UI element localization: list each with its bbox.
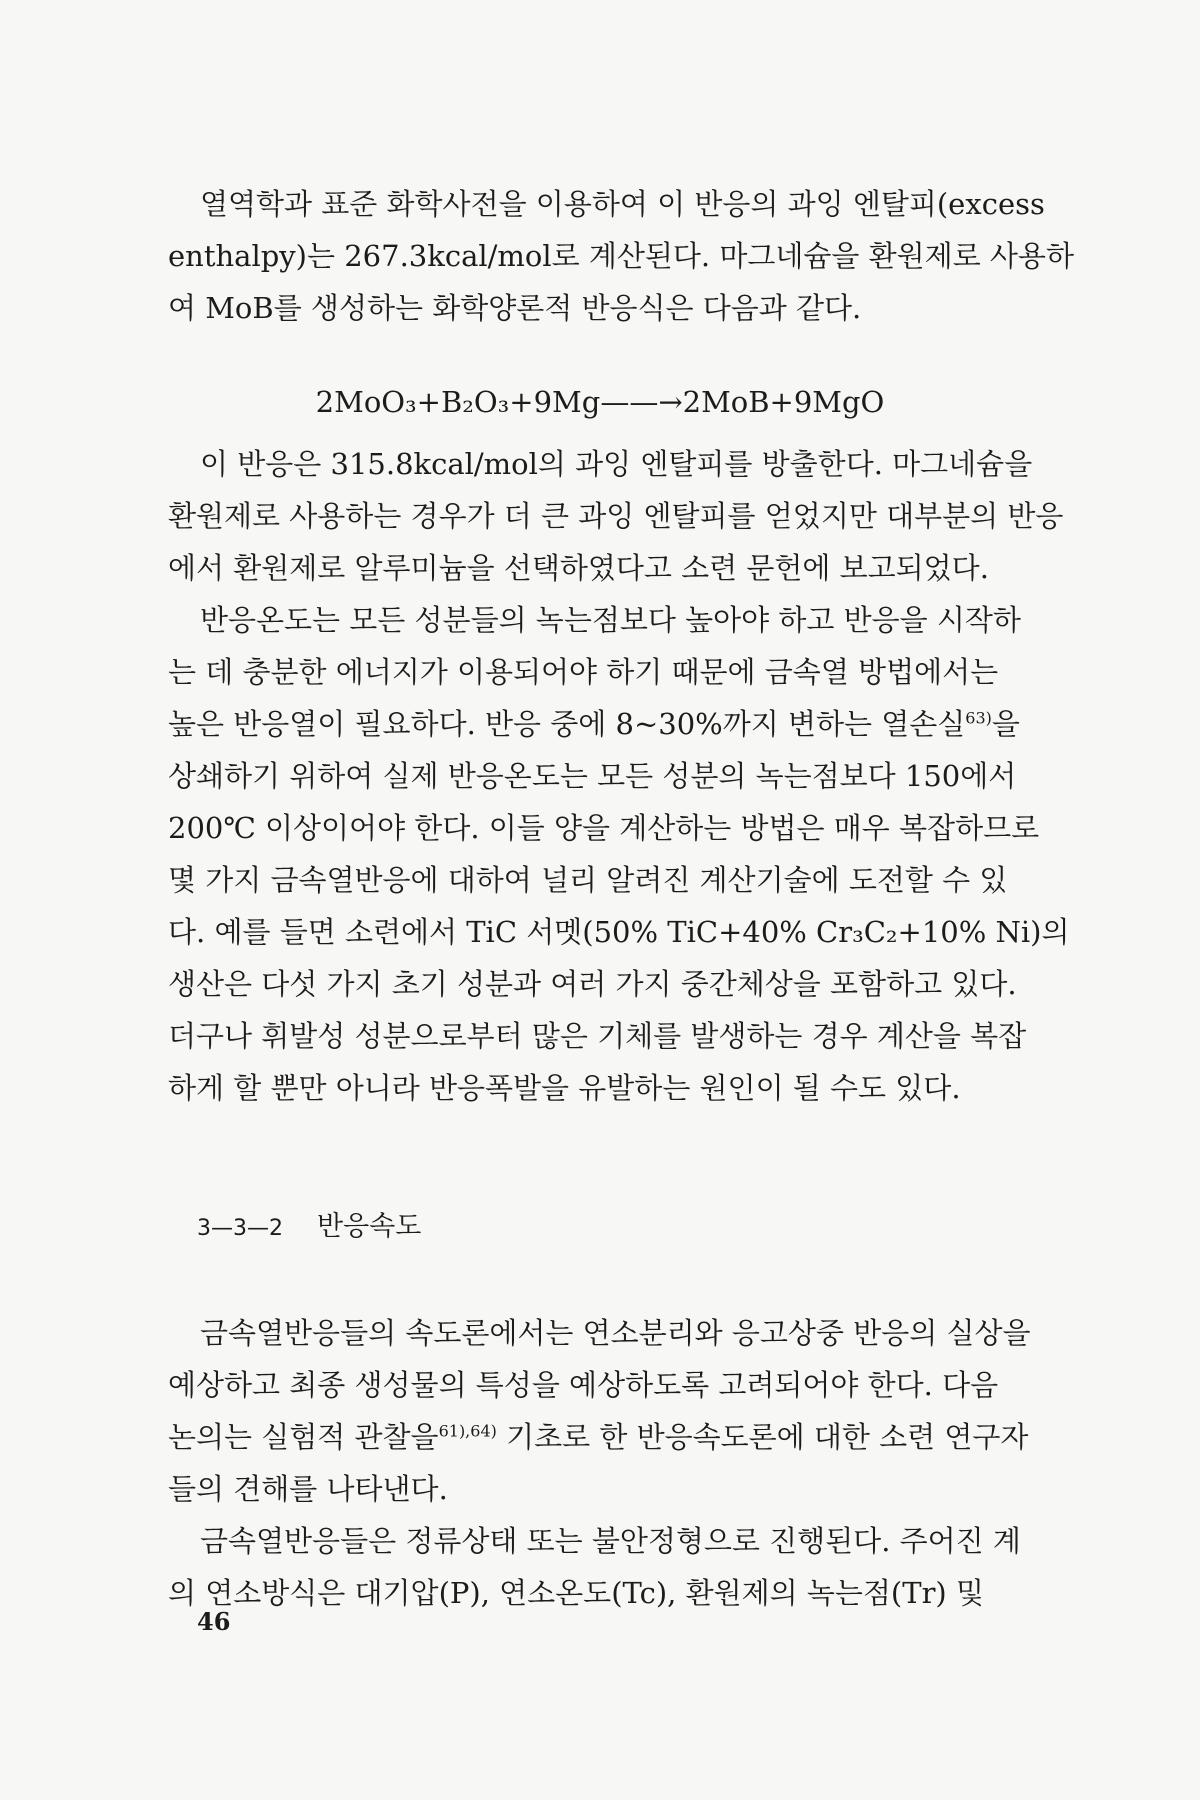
text-line: enthalpy)는 267.3kcal/mol로 계산된다. 마그네슘을 환원제로 사용하 <box>168 239 1074 273</box>
page-number: 46 <box>197 1607 231 1636</box>
paragraph-kinetics <box>168 1307 1033 1515</box>
text-span: 논의는 실험적 관찰을 <box>168 1420 439 1454</box>
paragraph-combustion-mode <box>168 1515 1033 1619</box>
text-line: 환원제로 사용하는 경우가 더 큰 과잉 엔탈피를 얻었지만 대부분의 반응 <box>168 499 1064 533</box>
text-span: 높은 반응열이 필요하다. 반응 중에 8~30%까지 변하는 열손실 <box>168 707 966 741</box>
reference-superscript: 63) <box>965 708 992 728</box>
text-span: 을 <box>991 707 1020 741</box>
text-line: 열역학과 표준 화학사전을 이용하여 이 반응의 과잉 엔탈피(excess <box>200 187 1045 221</box>
text-line: 생산은 다섯 가지 초기 성분과 여러 가지 중간체상을 포함하고 있다. <box>168 967 1017 1001</box>
reaction-equation: 2MoO₃+B₂O₃+9Mg——→2MoB+9MgO <box>315 385 885 419</box>
text-line: 하게 할 뿐만 아니라 반응폭발을 유발하는 원인이 될 수도 있다. <box>168 1071 961 1105</box>
text-line: 몇 가지 금속열반응에 대하여 널리 알려진 계산기술에 도전할 수 있 <box>168 863 1008 897</box>
text-line: 200℃ 이상이어야 한다. 이들 양을 계산하는 방법은 매우 복잡하므로 <box>168 811 1040 845</box>
text-line: 이 반응은 315.8kcal/mol의 과잉 엔탈피를 방출한다. 마그네슘을 <box>200 447 1033 481</box>
text-line: 다. 예를 들면 소련에서 TiC 서멧(50% TiC+40% Cr₃C₂+10% Ni)의 <box>168 915 1070 949</box>
text-line: 의 연소방식은 대기압(P), 연소온도(Tc), 환원제의 녹는점(Tr) 및 <box>168 1576 984 1610</box>
text-line <box>168 698 1033 750</box>
paragraph-excess-enthalpy <box>168 178 1074 334</box>
section-number: 3—3—2 <box>197 1216 283 1241</box>
text-line: 상쇄하기 위하여 실제 반응온도는 모든 성분의 녹는점보다 150에서 <box>168 759 1017 793</box>
text-line: 여 MoB를 생성하는 화학양론적 반응식은 다음과 같다. <box>168 291 862 325</box>
text-line: 반응온도는 모든 성분들의 녹는점보다 높아야 하고 반응을 시작하 <box>200 603 1021 637</box>
section-title: 반응속도 <box>317 1211 422 1242</box>
paragraph-reaction-temperature <box>168 594 1070 1114</box>
text-span: 기초로 한 반응속도론에 대한 소련 연구자 <box>496 1420 1029 1454</box>
reference-superscript: 61),64) <box>438 1421 497 1441</box>
text-line: 더구나 휘발성 성분으로부터 많은 기체를 발생하는 경우 계산을 복잡 <box>168 1019 1027 1053</box>
text-line: 는 데 충분한 에너지가 이용되어야 하기 때문에 금속열 방법에서는 <box>168 655 999 689</box>
section-heading <box>197 1207 421 1249</box>
text-line: 금속열반응들은 정류상태 또는 불안정형으로 진행된다. 주어진 계 <box>200 1524 1021 1558</box>
text-line: 금속열반응들의 속도론에서는 연소분리와 응고상중 반응의 실상을 <box>200 1316 1031 1350</box>
text-line: 예상하고 최종 생성물의 특성을 예상하도록 고려되어야 한다. 다음 <box>168 1368 999 1402</box>
text-line: 에서 환원제로 알루미늄을 선택하였다고 소련 문헌에 보고되었다. <box>168 551 989 585</box>
text-line: 들의 견해를 나타낸다. <box>168 1472 448 1506</box>
paragraph-magnesium-reductant <box>168 438 1064 594</box>
text-line <box>168 1411 1033 1463</box>
